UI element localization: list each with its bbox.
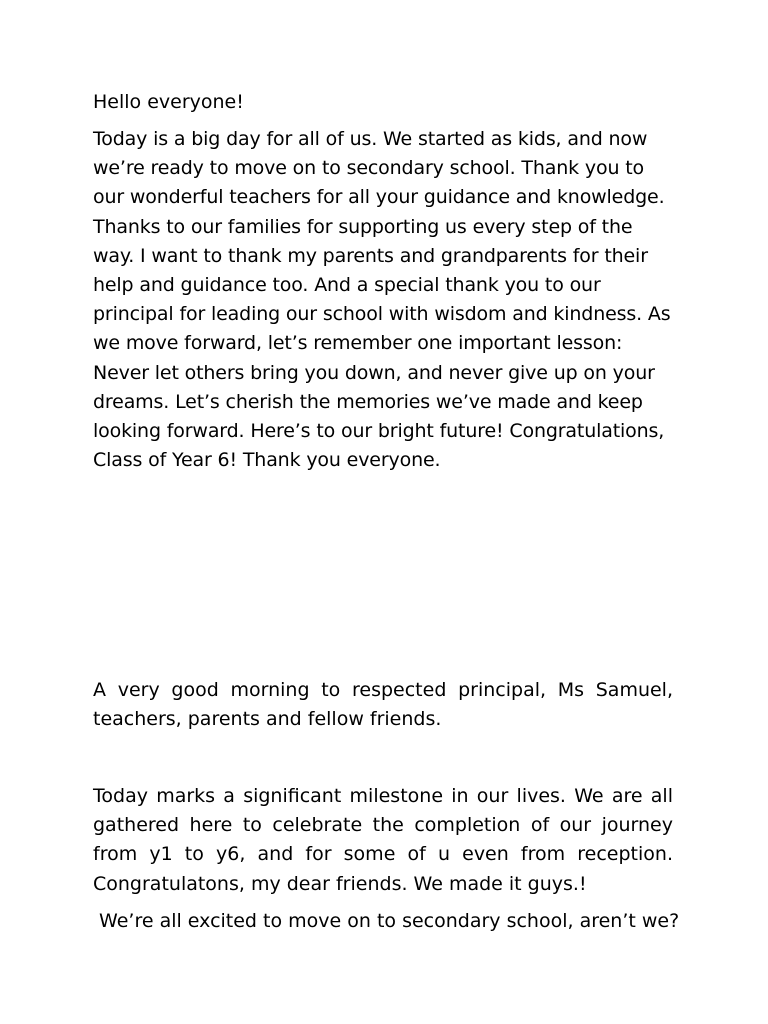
greeting-line: Hello everyone! <box>93 91 244 113</box>
speech-paragraph: Today is a big day for all of us. We started as kids, and now we’re ready to move on to secondary school. Thank you to our wonderful teachers for all your guidance and knowledge. Thanks to our families for supporting us every step of the way. I want to thank my parents and grandparents for their help and guidance too. And a special thank you to our principal for leading our school with wisdom and kindness. As we move forward, let’s remember one important lesson: Never let others bring you down, and never give up on your dreams. Let’s cherish the memories we’ve made and keep looking forward. Here’s to our bright future! Congratulations, Class of Year 6! Thank you everyone. <box>93 128 671 472</box>
speech-body-paragraph: Today marks a significant milestone in our lives. We are all gathered here to celebrate the completion of our journey from y1 to y6, and for some of u even from reception. Congratulatons, my dear friends. We made it guys.! <box>93 785 673 895</box>
speech-closing-line: We’re all excited to move on to secondary school, aren’t we? <box>93 910 680 932</box>
speech-opening-paragraph: A very good morning to respected principal, Ms Samuel, teachers, parents and fellow friends. <box>93 679 673 731</box>
